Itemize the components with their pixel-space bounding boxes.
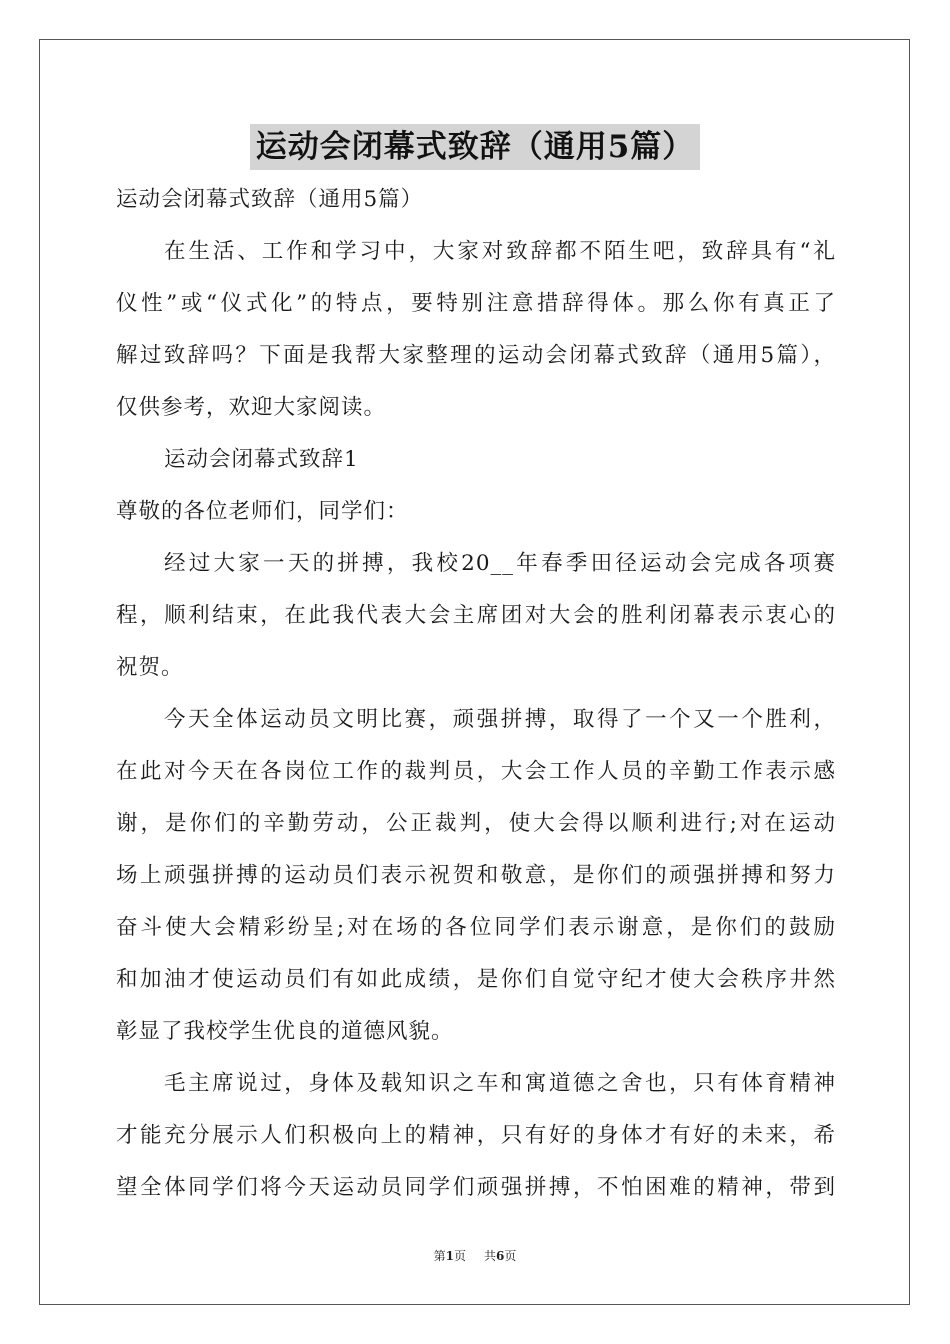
document-title: 运动会闭幕式致辞（通用5篇） bbox=[250, 124, 701, 170]
paragraph-line: 才能充分展示人们积极向上的精神，只有好的身体才有好的未来，希 bbox=[116, 1123, 836, 1148]
paragraph-line: 场上顽强拼搏的运动员们表示祝贺和敬意，是你们的顽强拼搏和努力 bbox=[116, 863, 836, 888]
paragraph-line: 谢，是你们的辛勤劳动，公正裁判，使大会得以顺利进行;对在运动 bbox=[116, 811, 836, 836]
paragraph-line: 祝贺。 bbox=[116, 655, 184, 680]
page-footer bbox=[0, 1247, 950, 1265]
document-body bbox=[116, 178, 836, 1218]
title-container bbox=[0, 124, 950, 170]
paragraph-line: 经过大家一天的拼搏，我校20__年春季田径运动会完成各项赛 bbox=[164, 551, 836, 576]
page-total-prefix: 共 bbox=[484, 1249, 497, 1263]
paragraph-line: 毛主席说过，身体及载知识之车和寓道德之舍也，只有体育精神 bbox=[164, 1071, 836, 1096]
paragraph-line: 在生活、工作和学习中，大家对致辞都不陌生吧，致辞具有“礼 bbox=[164, 239, 836, 264]
paragraph-line: 程，顺利结束，在此我代表大会主席团对大会的胜利闭幕表示衷心的 bbox=[116, 603, 836, 628]
page-number-current: 1 bbox=[445, 1249, 454, 1263]
page-total: 6 bbox=[496, 1249, 505, 1263]
page-number-suffix: 页 bbox=[453, 1249, 466, 1263]
paragraph-line: 今天全体运动员文明比赛，顽强拼搏，取得了一个又一个胜利， bbox=[164, 707, 836, 732]
paragraph-line: 和加油才使运动员们有如此成绩，是你们自觉守纪才使大会秩序井然 bbox=[116, 967, 836, 992]
paragraph-line: 仅供参考，欢迎大家阅读。 bbox=[116, 395, 387, 420]
subtitle-line: 运动会闭幕式致辞（通用5篇） bbox=[116, 187, 424, 212]
paragraph-line: 奋斗使大会精彩纷呈;对在场的各位同学们表示谢意，是你们的鼓励 bbox=[116, 915, 836, 940]
paragraph-line: 解过致辞吗？下面是我帮大家整理的运动会闭幕式致辞（通用5篇）， bbox=[116, 343, 836, 368]
paragraph-line: 仪性”或“仪式化”的特点，要特别注意措辞得体。那么你有真正了 bbox=[116, 291, 836, 316]
paragraph-line: 望全体同学们将今天运动员同学们顽强拼搏，不怕困难的精神，带到 bbox=[116, 1175, 836, 1200]
section-heading: 运动会闭幕式致辞1 bbox=[164, 447, 359, 472]
paragraph-line: 在此对今天在各岗位工作的裁判员，大会工作人员的辛勤工作表示感 bbox=[116, 759, 836, 784]
page-total-suffix: 页 bbox=[504, 1249, 517, 1263]
page-number-prefix: 第 bbox=[433, 1249, 446, 1263]
salutation-line: 尊敬的各位老师们，同学们： bbox=[116, 499, 409, 524]
paragraph-line: 彰显了我校学生优良的道德风貌。 bbox=[116, 1019, 454, 1044]
